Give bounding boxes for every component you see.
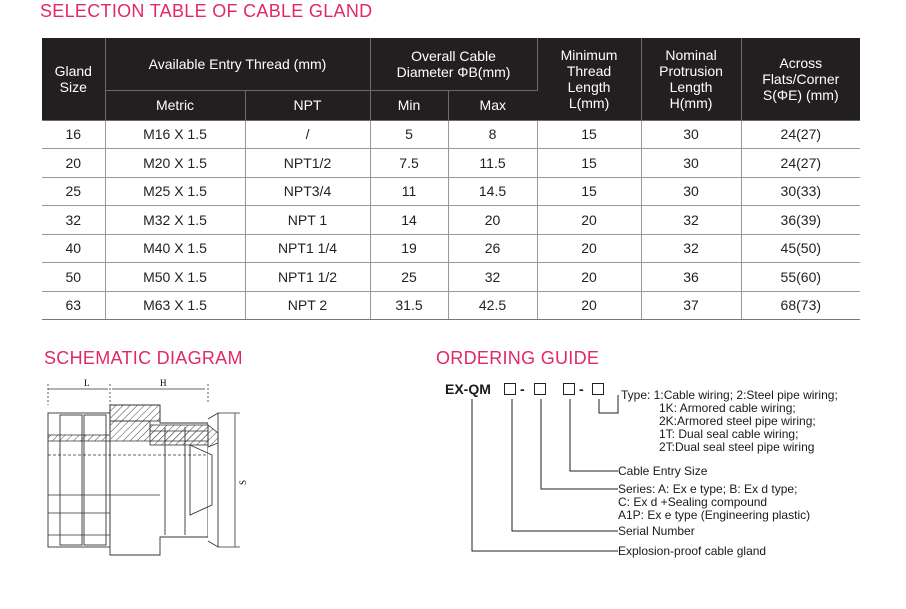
cell-protrusion: 36: [641, 263, 741, 292]
cell-max: 26: [448, 234, 537, 263]
cell-gland-size: 20: [42, 149, 105, 178]
type-option-line: 2K:Armored steel pipe wiring;: [659, 414, 816, 428]
cell-protrusion: 30: [641, 177, 741, 206]
cell-metric: M50 X 1.5: [105, 263, 245, 292]
cell-across-flats: 55(60): [741, 263, 860, 292]
cell-protrusion: 30: [641, 149, 741, 178]
cell-protrusion: 30: [641, 120, 741, 149]
cell-gland-size: 16: [42, 120, 105, 149]
cell-metric: M63 X 1.5: [105, 291, 245, 320]
cell-max: 20: [448, 206, 537, 235]
cell-metric: M16 X 1.5: [105, 120, 245, 149]
code-box-type: [592, 383, 604, 395]
selection-table-title: SELECTION TABLE OF CABLE GLAND: [40, 1, 373, 21]
type-option-line: 1T: Dual seal cable wiring;: [659, 427, 799, 441]
code-dash: -: [579, 381, 584, 397]
cell-max: 11.5: [448, 149, 537, 178]
table-row: [42, 149, 860, 178]
cell-npt: NPT1 1/4: [245, 234, 370, 263]
code-box-series: [534, 383, 546, 395]
dimension-h-label: H: [160, 378, 167, 388]
header-entry-thread: Available Entry Thread (mm): [105, 38, 370, 90]
header-gland-size: Gland Size: [42, 38, 105, 120]
cell-npt: NPT 2: [245, 291, 370, 320]
ordering-guide: [436, 378, 896, 578]
selection-table: [42, 38, 860, 320]
dimension-s-label: S: [238, 479, 248, 485]
cell-npt: /: [245, 120, 370, 149]
cell-min: 14: [370, 206, 448, 235]
code-box-entry-size: [563, 383, 575, 395]
header-npt: NPT: [245, 90, 370, 120]
series-option-line: A1P: Ex e type (Engineering plastic): [618, 508, 811, 522]
cell-min: 7.5: [370, 149, 448, 178]
header-min: Min: [370, 90, 448, 120]
series-option-line: C: Ex d +Sealing compound: [618, 495, 768, 509]
cell-gland-size: 40: [42, 234, 105, 263]
cell-max: 8: [448, 120, 537, 149]
header-across-flats: Across Flats/Corner S(ΦE) (mm): [741, 38, 860, 120]
cell-min: 5: [370, 120, 448, 149]
table-row: [42, 234, 860, 263]
serial-number-label: Serial Number: [618, 524, 695, 538]
cell-gland-size: 25: [42, 177, 105, 206]
table-row: [42, 206, 860, 235]
product-label: Explosion-proof cable gland: [618, 544, 767, 558]
cell-min: 19: [370, 234, 448, 263]
cell-min: 31.5: [370, 291, 448, 320]
cell-min: 25: [370, 263, 448, 292]
cell-across-flats: 45(50): [741, 234, 860, 263]
header-metric: Metric: [105, 90, 245, 120]
cell-gland-size: 63: [42, 291, 105, 320]
cell-min: 11: [370, 177, 448, 206]
cell-protrusion: 32: [641, 206, 741, 235]
series-option-line: Series: A: Ex e type; B: Ex d type;: [618, 482, 798, 496]
cell-metric: M25 X 1.5: [105, 177, 245, 206]
header-protrusion-length: Nominal Protrusion Length H(mm): [641, 38, 741, 120]
cell-protrusion: 32: [641, 234, 741, 263]
entry-size-label: Cable Entry Size: [618, 464, 708, 478]
dimension-l-label: L: [84, 378, 90, 388]
schematic-title: SCHEMATIC DIAGRAM: [44, 348, 243, 368]
cell-metric: M20 X 1.5: [105, 149, 245, 178]
cell-thread-length: 20: [537, 263, 641, 292]
type-option-line: Type: 1:Cable wiring; 2:Steel pipe wiring;: [621, 388, 838, 402]
schematic-diagram: [40, 375, 270, 575]
cell-gland-size: 32: [42, 206, 105, 235]
code-dash: -: [520, 381, 525, 397]
cell-max: 14.5: [448, 177, 537, 206]
header-thread-length: Minimum Thread Length L(mm): [537, 38, 641, 120]
cell-thread-length: 20: [537, 206, 641, 235]
cell-thread-length: 20: [537, 291, 641, 320]
table-row: [42, 263, 860, 292]
cell-across-flats: 68(73): [741, 291, 860, 320]
cell-across-flats: 30(33): [741, 177, 860, 206]
table-row: [42, 291, 860, 320]
cell-protrusion: 37: [641, 291, 741, 320]
cell-thread-length: 15: [537, 177, 641, 206]
cell-max: 42.5: [448, 291, 537, 320]
cell-npt: NPT1/2: [245, 149, 370, 178]
cell-metric: M32 X 1.5: [105, 206, 245, 235]
cell-across-flats: 24(27): [741, 149, 860, 178]
cell-npt: NPT3/4: [245, 177, 370, 206]
table-row: [42, 120, 860, 149]
ordering-code-prefix: EX-QM: [445, 381, 491, 397]
table-row: [42, 177, 860, 206]
cell-npt: NPT 1: [245, 206, 370, 235]
cell-thread-length: 15: [537, 120, 641, 149]
type-option-line: 2T:Dual seal steel pipe wiring: [659, 440, 815, 454]
type-option-line: 1K: Armored cable wiring;: [659, 401, 796, 415]
header-cable-diameter: Overall Cable Diameter ΦB(mm): [370, 38, 537, 90]
cell-gland-size: 50: [42, 263, 105, 292]
cell-across-flats: 36(39): [741, 206, 860, 235]
header-max: Max: [448, 90, 537, 120]
cell-max: 32: [448, 263, 537, 292]
ordering-guide-title: ORDERING GUIDE: [436, 348, 600, 368]
cell-npt: NPT1 1/2: [245, 263, 370, 292]
cell-thread-length: 15: [537, 149, 641, 178]
code-box-serial: [504, 383, 516, 395]
cell-thread-length: 20: [537, 234, 641, 263]
cell-across-flats: 24(27): [741, 120, 860, 149]
cell-metric: M40 X 1.5: [105, 234, 245, 263]
